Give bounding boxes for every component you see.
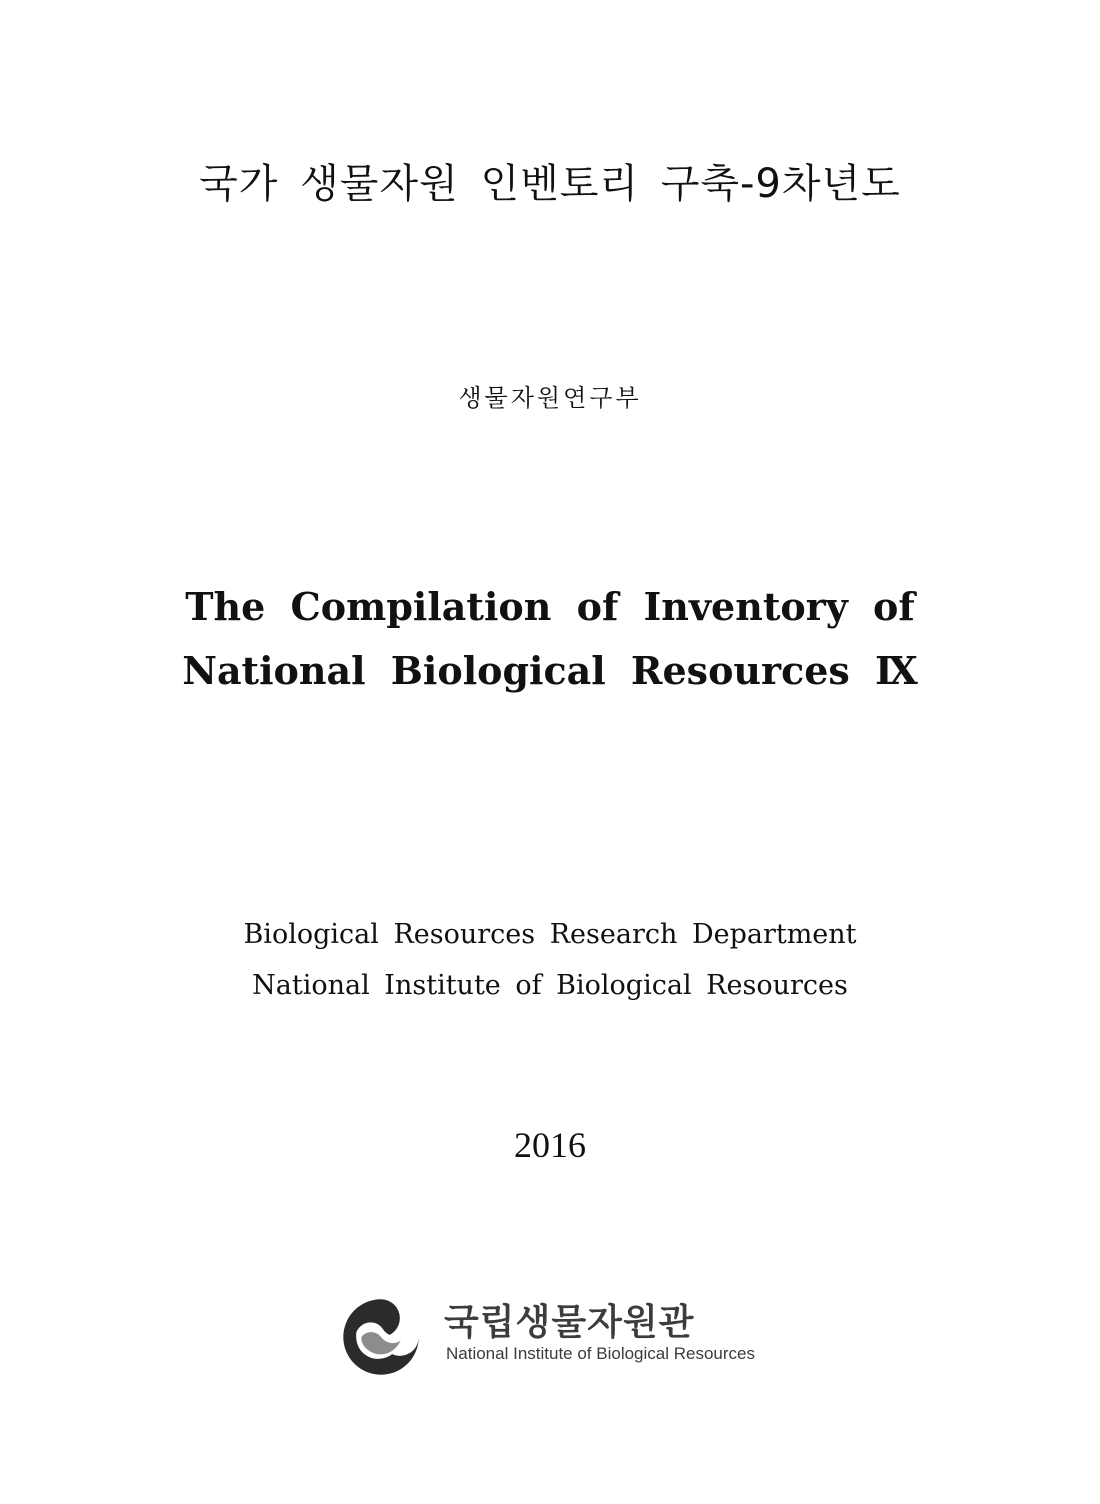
english-title-line-1: The Compilation of Inventory of [185,584,915,629]
taegeuk-icon [340,1296,422,1378]
english-title-line-2: National Biological Resources Ⅸ [182,648,918,693]
logo-korean-name: 국립생물자원관 [444,1302,695,1343]
english-institute: National Institute of Biological Resources [252,970,848,1001]
korean-department: 생물자원연구부 [458,384,642,412]
institute-logo [340,1292,770,1382]
english-department: Biological Resources Research Department [243,919,857,950]
publication-year: 2016 [514,1125,586,1165]
korean-title: 국가 생물자원 인벤토리 구축-9차년도 [199,161,901,207]
logo-english-name: National Institute of Biological Resources [446,1344,755,1363]
